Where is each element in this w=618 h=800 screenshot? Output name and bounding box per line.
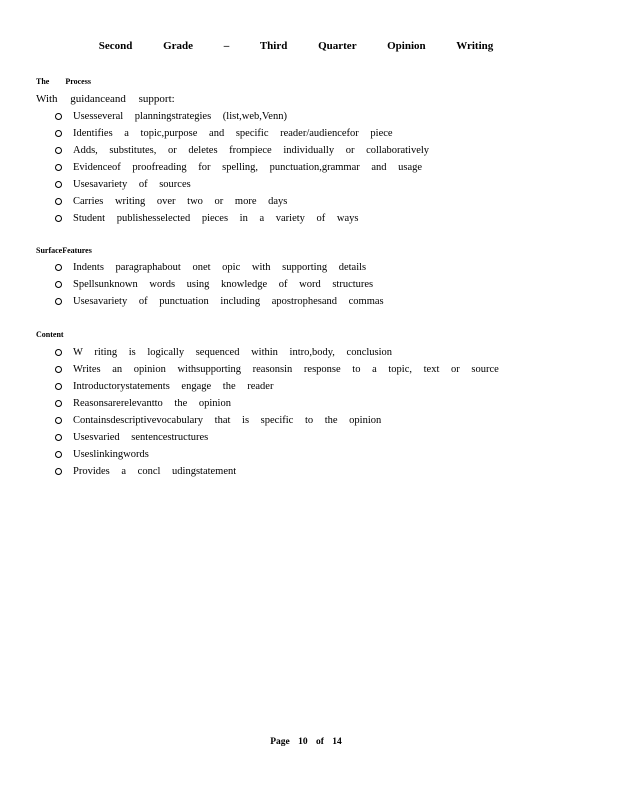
hollow-circle-bullet-icon [55, 417, 62, 424]
hollow-circle-bullet-icon [55, 130, 62, 137]
list-item [0, 276, 384, 293]
list-item-text: Adds, substitutes, or deletes frompiece individually or collaboratively [73, 145, 430, 156]
hollow-circle-bullet-icon [55, 451, 62, 458]
page-footer [0, 737, 612, 747]
list-item [0, 176, 429, 193]
hollow-circle-bullet-icon [55, 468, 62, 475]
section-heading-content: Content [36, 330, 64, 339]
list-item [0, 412, 499, 429]
list-item-text: Reasonsarerelevantto the opinion [73, 398, 231, 409]
list-item-text: Writes an opinion withsupporting reasonsin response to a topic, text or source [73, 364, 499, 375]
hollow-circle-bullet-icon [55, 434, 62, 441]
hollow-circle-bullet-icon [55, 198, 62, 205]
list-item-text: Provides a concl udingstatement [73, 466, 237, 477]
list-item-text: Useslinkingwords [73, 449, 149, 460]
list-item [0, 361, 499, 378]
list-item-text: Usesavariety of sources [73, 179, 191, 190]
document-title: Second Grade – Third Quarter Opinion Writing [98, 40, 494, 52]
hollow-circle-bullet-icon [55, 298, 62, 305]
hollow-circle-bullet-icon [55, 147, 62, 154]
section-heading-process: The Process [36, 77, 91, 86]
list-item-text: Indents paragraphabout onet opic with supporting details [73, 262, 367, 273]
hollow-circle-bullet-icon [55, 264, 62, 271]
page-number: 10 [298, 737, 308, 747]
hollow-circle-bullet-icon [55, 181, 62, 188]
hollow-circle-bullet-icon [55, 366, 62, 373]
section-intro-process: With guidanceand support: [36, 93, 175, 105]
list-item [0, 429, 499, 446]
list-item-text: Containsdescriptivevocabulary that is specific to the opinion [73, 415, 382, 426]
checklist-content [0, 344, 499, 480]
list-item-text: Identifies a topic,purpose and specific reader/audiencefor piece [73, 128, 393, 139]
hollow-circle-bullet-icon [55, 281, 62, 288]
list-item [0, 293, 384, 310]
checklist-process [0, 108, 429, 227]
list-item-text: Introductorystatements engage the reader [73, 381, 274, 392]
list-item [0, 344, 499, 361]
list-item [0, 193, 429, 210]
hollow-circle-bullet-icon [55, 164, 62, 171]
list-item [0, 159, 429, 176]
list-item [0, 142, 429, 159]
list-item-text: Student publishesselected pieces in a variety of ways [73, 213, 359, 224]
list-item [0, 446, 499, 463]
hollow-circle-bullet-icon [55, 383, 62, 390]
list-item-text: Spellsunknown words using knowledge of word structures [73, 279, 374, 290]
list-item-text: Carries writing over two or more days [73, 196, 288, 207]
hollow-circle-bullet-icon [55, 215, 62, 222]
hollow-circle-bullet-icon [55, 113, 62, 120]
hollow-circle-bullet-icon [55, 400, 62, 407]
checklist-surface-features [0, 259, 384, 310]
list-item [0, 378, 499, 395]
list-item-text: Evidenceof proofreading for spelling, punctuation,grammar and usage [73, 162, 423, 173]
list-item [0, 463, 499, 480]
list-item-text: W riting is logically sequenced within intro,body, conclusion [73, 347, 393, 358]
total-pages: 14 [332, 737, 342, 747]
of-label: of [315, 737, 324, 747]
section-heading-surface-features: SurfaceFeatures [36, 246, 92, 255]
list-item-text: Usesavariety of punctuation including apostrophesand commas [73, 296, 384, 307]
list-item [0, 259, 384, 276]
hollow-circle-bullet-icon [55, 349, 62, 356]
list-item [0, 125, 429, 142]
list-item-text: Usesvaried sentencestructures [73, 432, 209, 443]
list-item [0, 108, 429, 125]
page-label: Page [270, 737, 290, 747]
list-item-text: Usesseveral planningstrategies (list,web,Venn) [73, 111, 287, 122]
list-item [0, 395, 499, 412]
list-item [0, 210, 429, 227]
